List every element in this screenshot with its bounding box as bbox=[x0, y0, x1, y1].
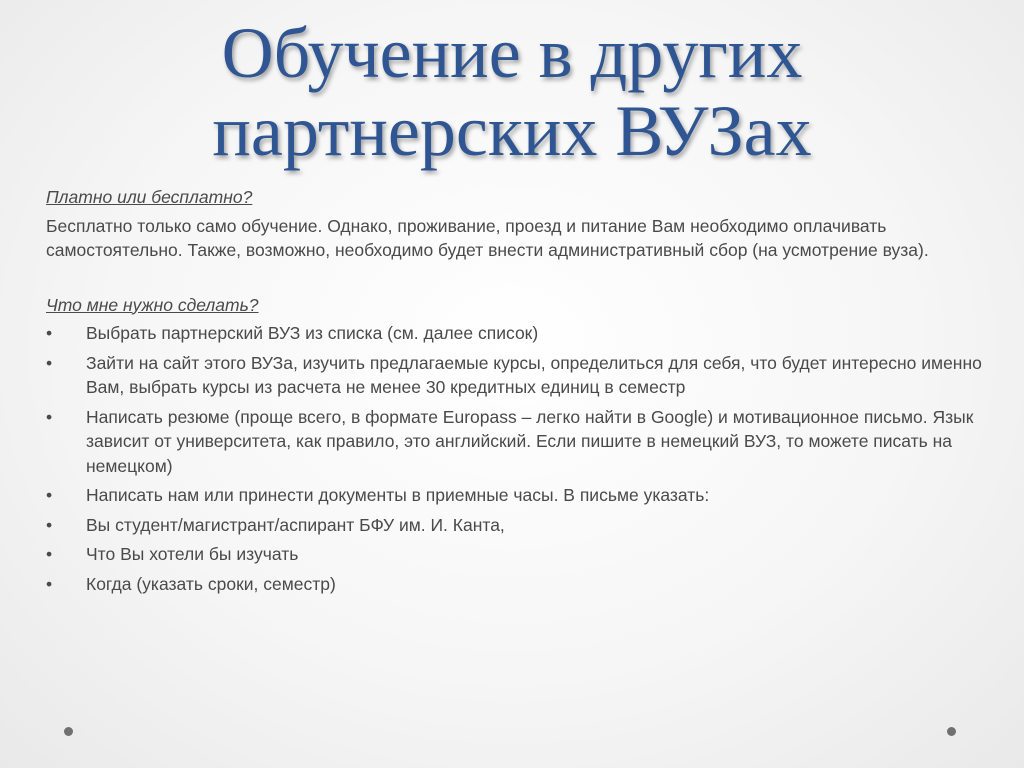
step-text: Зайти на сайт этого ВУЗа, изучить предлагаемые курсы, определиться для себя, что будет интересно именно Вам, выбрать курсы из расчета не менее 30 кредитных единиц в семестр bbox=[86, 352, 982, 397]
step-text: Написать нам или принести документы в приемные часы. В письме указать: bbox=[86, 485, 710, 505]
title-line-1: Обучение в других bbox=[221, 13, 803, 93]
corner-dot-right-icon bbox=[947, 727, 956, 736]
corner-dot-left-icon bbox=[64, 727, 73, 736]
title-line-2: партнерских ВУЗах bbox=[212, 91, 812, 171]
spacer bbox=[46, 263, 996, 293]
question-steps: Что мне нужно сделать? bbox=[46, 294, 259, 315]
bullet-icon: • bbox=[46, 485, 53, 505]
list-item bbox=[46, 483, 996, 508]
list-item bbox=[46, 572, 996, 597]
step-text: Вы студент/магистрант/аспирант БФУ им. И. Канта, bbox=[86, 514, 505, 535]
answer-cost: Бесплатно только само обучение. Однако, проживание, проезд и питание Вам необходимо оплачивать самостоятельно. Также, возможно, необходимо будет внести административный сбор (на усмотрение вуза). bbox=[46, 215, 929, 260]
bullet-icon: • bbox=[46, 406, 53, 427]
bullet-icon: • bbox=[46, 352, 53, 373]
list-item bbox=[46, 321, 996, 346]
bullet-icon: • bbox=[46, 573, 53, 594]
bullet-icon: • bbox=[46, 323, 53, 343]
list-item bbox=[46, 513, 996, 538]
step-text: Что Вы хотели бы изучать bbox=[86, 544, 299, 564]
slide-title bbox=[0, 14, 1024, 170]
step-text: Выбрать партнерский ВУЗ из списка (см. далее список) bbox=[86, 323, 539, 343]
step-text: Написать резюме (проще всего, в формате Europass – легко найти в Google) и мотивационное письмо. Язык зависит от университета, как правило, это английский. Если пишите в немецкий ВУЗ, то можете писать на немецком) bbox=[86, 406, 974, 476]
question-cost: Платно или бесплатно? bbox=[46, 187, 253, 207]
bullet-icon: • bbox=[46, 514, 53, 535]
step-text: Когда (указать сроки, семестр) bbox=[86, 573, 336, 594]
list-item bbox=[46, 405, 996, 479]
list-item bbox=[46, 351, 996, 400]
steps-list bbox=[46, 321, 996, 596]
slide-body bbox=[46, 185, 996, 601]
bullet-icon: • bbox=[46, 544, 53, 564]
list-item bbox=[46, 542, 996, 567]
